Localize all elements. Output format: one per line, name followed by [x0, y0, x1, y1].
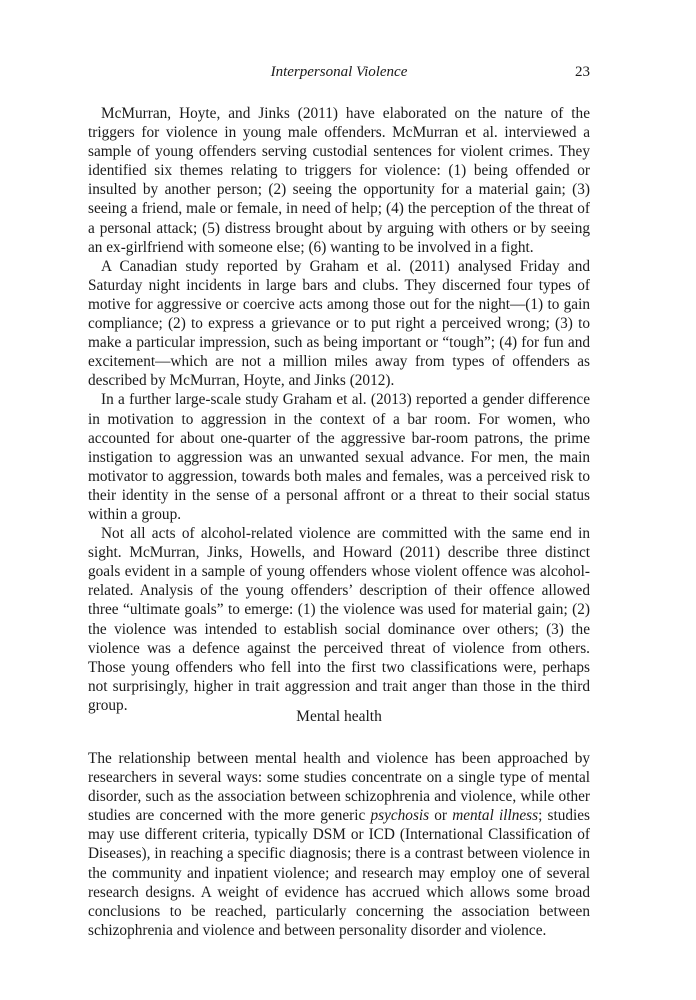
- section-heading: Mental health: [296, 708, 382, 725]
- paragraph-alcohol-goals: Not all acts of alcohol-related violence are committed with the same end in sight. McMurran, Jinks, Howells, and Howard (2011) describe three distinct goals evident in a sample of young offenders whose violent offence was alcohol-related. Analysis of the young offenders’ description of their offence allowed three “ultimate goals” to emerge: (1) the violence was used for material gain; (2) the violence was intended to establish social dominance over others; (3) the violence was a defence against the perceived threat of violence from others. Those young offenders who fell into the first two classifications were, perhaps not surprisingly, higher in trait aggression and trait anger than those in the third group.: [88, 525, 590, 714]
- text-run: ; studies may use different criteria, typically DSM or ICD (International Classification of Diseases), in reaching a specific diagnosis; there is a contrast between violence in the community and inpatient violence; and research may employ one of several research designs. A weight of evidence has accrued which allows some broad conclusions to be reached, particularly concerning the association between schizophrenia and violence and between personality disorder and violence.: [88, 807, 590, 939]
- running-header: [88, 64, 590, 86]
- paragraph-gender-difference: In a further large-scale study Graham et al. (2013) reported a gender difference in motivation to aggression in the context of a bar room. For women, who accounted for about one-quarter of the aggressive bar-room patrons, the prime instigation to aggression was an unwanted sexual advance. For men, the main motivator to aggression, towards both males and females, was a perceived risk to their identity in the sense of a personal affront or a threat to their social status within a group.: [88, 391, 590, 523]
- text-run: The relationship between mental health and violence has been approached by researchers in several ways: some studies concentrate on a single type of mental disorder, such as the association between schizophrenia and violence, while other studies are concerned with the more generic: [88, 750, 590, 825]
- text-run: or: [429, 807, 453, 825]
- page-number: 23: [575, 64, 590, 80]
- paragraph-triggers: McMurran, Hoyte, and Jinks (2011) have elaborated on the nature of the triggers for violence in young male offenders. McMurran et al. interviewed a sample of young offenders serving custodial sentences for violent crimes. They identified six themes relating to triggers for violence: (1) being offended or insulted by another person; (2) seeing the opportunity for a material gain; (3) seeing a friend, male or female, in need of help; (4) the perception of the threat of a personal attack; (5) distress brought about by arguing with others or by seeing an ex-girlfriend with someone else; (6) wanting to be involved in a fight.: [88, 105, 590, 256]
- italic-term: psychosis: [370, 807, 430, 825]
- section-text: [88, 749, 590, 940]
- paragraph-canadian-study: A Canadian study reported by Graham et al. (2011) analysed Friday and Saturday night incidents in large bars and clubs. They discerned four types of motive for aggressive or coercive acts among those out for the night—(1) to gain compliance; (2) to express a grievance or to put right a perceived wrong; (3) to make a particular impression, such as being important or “tough”; (4) for fun and excitement—which are not a million miles away from types of offenders as described by McMurran, Hoyte, and Jinks (2012).: [88, 257, 590, 390]
- paragraph-mental-health: [88, 749, 590, 940]
- body-text: [88, 104, 590, 715]
- running-title: Interpersonal Violence: [270, 64, 408, 80]
- italic-term: mental illness: [452, 807, 539, 825]
